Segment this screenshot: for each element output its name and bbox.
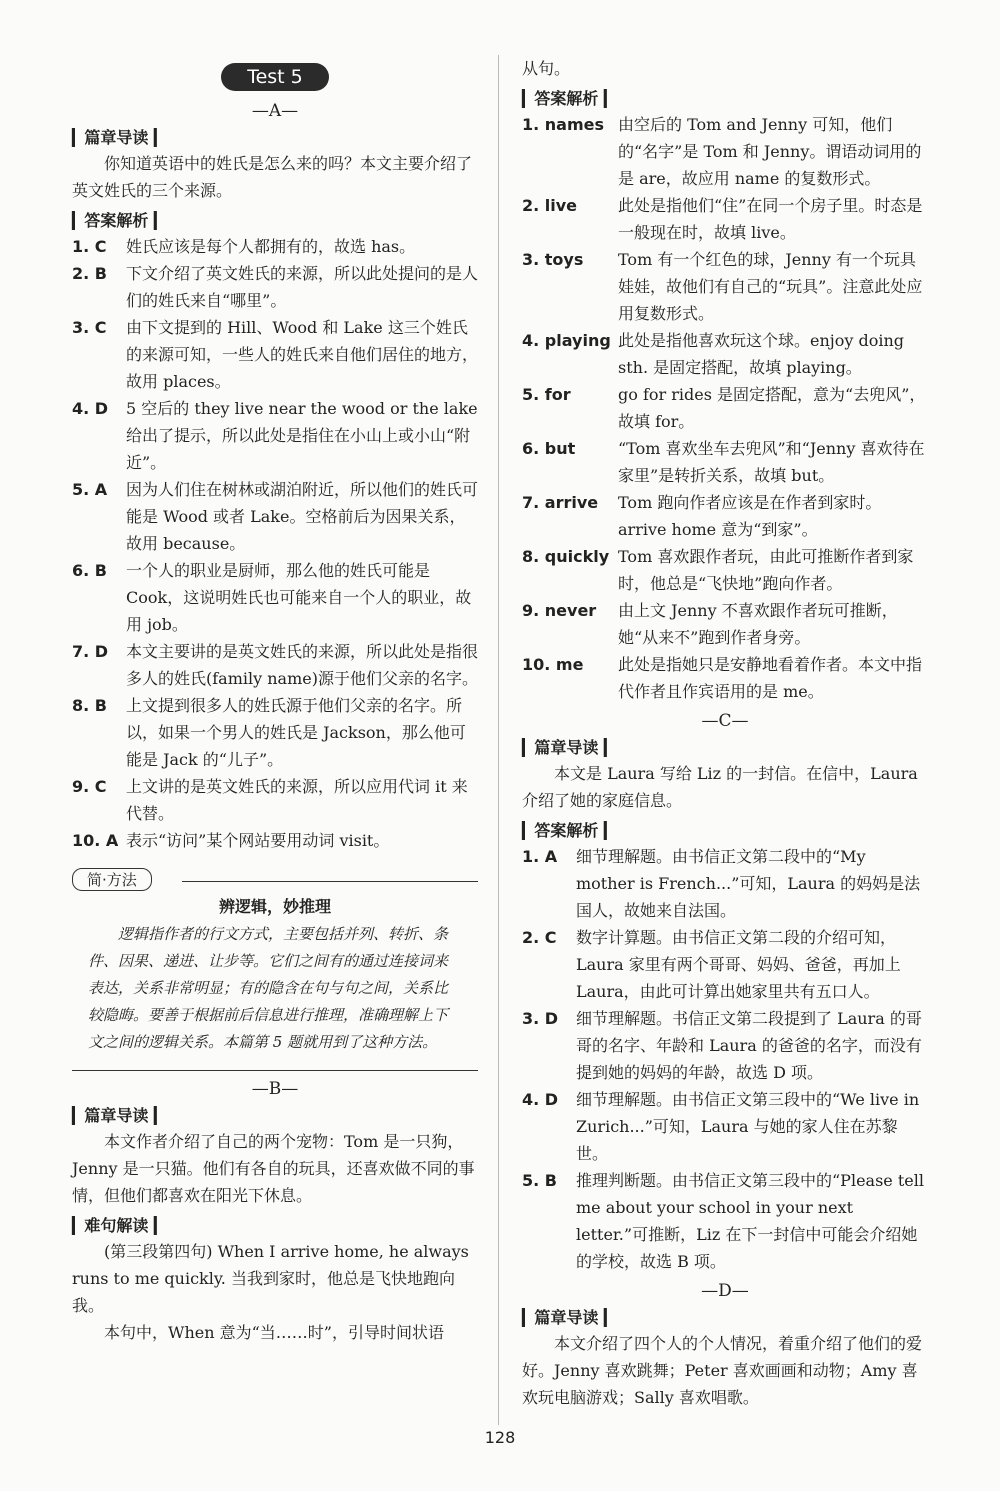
section-d-heading: —D— — [701, 1281, 749, 1301]
list-item: 7. arrive Tom 跑向作者应该是在作者到家时。arrive home 意为“到家”。 — [522, 493, 882, 539]
method-tag: 简·方法 — [72, 868, 152, 891]
b-guide-text: 本文作者介绍了自己的两个宠物：Tom 是一只狗，Jenny 是一只猫。他们有各自的玩具，还喜欢做不同的事情，但他们都喜欢在阳光下休息。 — [72, 1132, 475, 1205]
list-item: 9. never 由上文 Jenny 不喜欢跟作者玩可推断，她“从来不”跑到作者身旁。 — [522, 601, 898, 647]
b-hard-label: ▎ 难句解读 ▎ — [72, 1213, 478, 1236]
list-item: 6. B 一个人的职业是厨师，那么他的姓氏可能是 Cook，这说明姓氏也可能来自一个人的职业，故用 job。 — [72, 561, 472, 634]
list-item: 10. A 表示“访问”某个网站要用动词 visit。 — [72, 831, 390, 850]
column-divider — [498, 55, 499, 1425]
list-item: 1. C 姓氏应该是每个人都拥有的，故选 has。 — [72, 237, 416, 256]
section-a-heading: —A— — [251, 101, 299, 121]
b-guide-label: ▎ 篇章导读 ▎ — [72, 1103, 478, 1126]
section-c-heading: —C— — [701, 711, 749, 731]
d-guide-label: ▎ 篇章导读 ▎ — [522, 1305, 928, 1328]
method-box — [72, 868, 478, 1056]
list-item: 2. C 数字计算题。由书信正文第二段的介绍可知，Laura 家里有两个哥哥、妈妈、爸爸，再加上 Laura，由此可计算出她家里共有五口人。 — [522, 928, 901, 1001]
a-guide-text: 你知道英语中的姓氏是怎么来的吗？本文主要介绍了英文姓氏的三个来源。 — [72, 154, 473, 200]
d-guide-text: 本文介绍了四个人的个人情况，着重介绍了他们的爱好。Jenny 喜欢跳舞；Peter 喜欢画画和动物；Amy 喜欢玩电脑游戏；Sally 喜欢唱歌。 — [522, 1334, 923, 1407]
list-item: 5. A 因为人们住在树林或湖泊附近，所以他们的姓氏可能是 Wood 或者 Lake。空格前后为因果关系，故用 because。 — [72, 480, 479, 553]
list-item: 4. playing 此处是指他喜欢玩这个球。enjoy doing sth. 是固定搭配，故填 playing。 — [522, 331, 905, 377]
list-item: 2. live 此处是指他们“住”在同一个房子里。时态是一般现在时，故填 live。 — [522, 196, 923, 242]
list-item: 3. toys Tom 有一个红色的球，Jenny 有一个玩具娃娃，故他们有自己的“玩具”。注意此处应用复数形式。 — [522, 250, 923, 323]
b-hard-note: 本句中，When 意为“当……时”，引导时间状语 — [104, 1323, 444, 1342]
list-item: 3. D 细节理解题。书信正文第二段提到了 Laura 的哥哥的名字、年龄和 Laura 的爸爸的名字，而没有提到她的妈妈的年龄，故选 D 项。 — [522, 1009, 922, 1082]
list-item: 3. C 由下文提到的 Hill、Wood 和 Lake 这三个姓氏的来源可知，一些人的姓氏来自他们居住的地方，故用 places。 — [72, 318, 479, 391]
list-item: 1. names 由空后的 Tom and Jenny 可知，他们的“名字”是 Tom 和 Jenny。谓语动词用的是 are，故应用 name 的复数形式。 — [522, 115, 922, 188]
c-guide-text: 本文是 Laura 写给 Liz 的一封信。在信中，Laura 介绍了她的家庭信息。 — [522, 764, 918, 810]
test-title: Test 5 — [221, 63, 329, 91]
c-guide-label: ▎ 篇章导读 ▎ — [522, 735, 928, 758]
section-b-heading: —B— — [251, 1079, 299, 1099]
a-guide-label: ▎ 篇章导读 ▎ — [72, 125, 478, 148]
a-answer-list — [72, 233, 478, 854]
list-item: 5. for go for rides 是固定搭配，意为“去兜风”，故填 for。 — [522, 385, 926, 431]
list-item: 10. me 此处是指她只是安静地看着作者。本文中指代作者且作宾语用的是 me。 — [522, 655, 923, 701]
list-item: 5. B 推理判断题。由书信正文第三段中的“Please tell me about your school in your next letter.”可推断，Liz 在下一封信中可能会介绍她的学校，故选 B 项。 — [522, 1171, 924, 1271]
b-hard-sentence: (第三段第四句) When I arrive home, he always runs to me quickly. 当我到家时，他总是飞快地跑向我。 — [72, 1242, 469, 1315]
list-item: 4. D 5 空后的 they live near the wood or the lake 给出了提示，所以此处是指住在小山上或小山“附近”。 — [72, 399, 478, 472]
c-answer-label: ▎ 答案解析 ▎ — [522, 818, 928, 841]
b-hard-note-continued: 从句。 — [522, 59, 571, 78]
method-text: 逻辑指作者的行文方式，主要包括并列、转折、条件、因果、递进、让步等。它们之间有的通过连接词来表达，关系非常明显；有的隐含在句与句之间，关系比较隐晦。要善于根据前后信息进行推理，准确理解上下文之间的逻辑关系。本篇第 5 题就用到了这种方法。 — [88, 925, 449, 1051]
list-item: 7. D 本文主要讲的是英文姓氏的来源，所以此处是指很多人的姓氏(family name)源于他们父亲的名字。 — [72, 642, 479, 688]
list-item: 1. A 细节理解题。由书信正文第二段中的“My mother is French...”可知，Laura 的妈妈是法国人，故她来自法国。 — [522, 847, 921, 920]
c-answer-list — [522, 843, 928, 1275]
list-item: 9. C 上文讲的是英文姓氏的来源，所以应用代词 it 来代替。 — [72, 777, 468, 823]
method-title: 辨逻辑，妙推理 — [218, 897, 331, 916]
b-answer-list — [522, 111, 928, 705]
b-answer-label: ▎ 答案解析 ▎ — [522, 86, 928, 109]
a-answer-label: ▎ 答案解析 ▎ — [72, 208, 478, 231]
list-item: 8. B 上文提到很多人的姓氏源于他们父亲的名字。所以，如果一个男人的姓氏是 Jackson，那么他可能是 Jack 的“儿子”。 — [72, 696, 466, 769]
left-column — [72, 55, 478, 1346]
list-item: 6. but “Tom 喜欢坐车去兜风”和“Jenny 喜欢待在家里”是转折关系，故填 but。 — [522, 439, 925, 485]
list-item: 8. quickly Tom 喜欢跟作者玩，由此可推断作者到家时，他总是“飞快地”跑向作者。 — [522, 547, 914, 593]
list-item: 4. D 细节理解题。由书信正文第三段中的“We live in Zurich...”可知，Laura 与她的家人住在苏黎世。 — [522, 1090, 920, 1163]
list-item: 2. B 下文介绍了英文姓氏的来源，所以此处提问的是人们的姓氏来自“哪里”。 — [72, 264, 479, 310]
right-column — [522, 55, 928, 1411]
page-number: 128 — [484, 1428, 516, 1447]
